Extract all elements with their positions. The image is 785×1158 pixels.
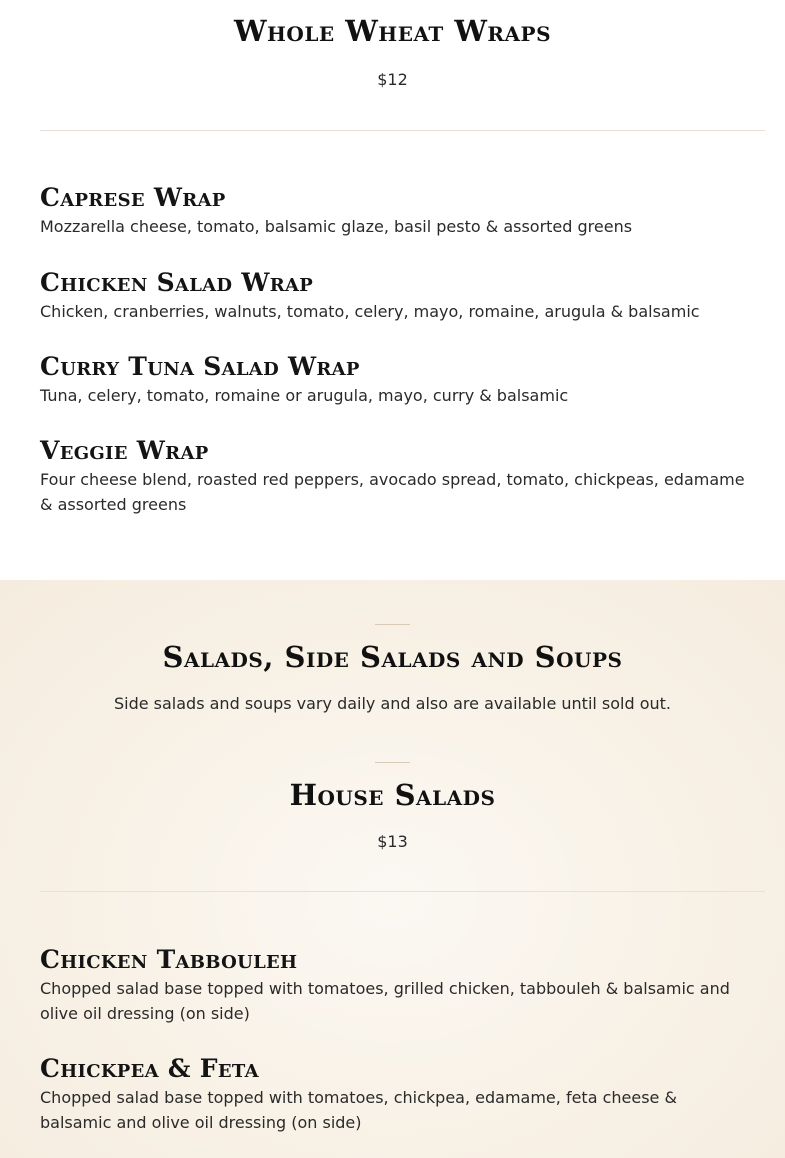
accent-divider [375, 762, 410, 763]
menu-item-curry-tuna-salad-wrap [40, 353, 745, 408]
menu-item-name: Caprese Wrap [40, 183, 226, 212]
menu-item-description: Tuna, celery, tomato, romaine or arugula, mayo, curry & balsamic [40, 386, 569, 405]
menu-item-chickpea-feta [40, 1055, 745, 1135]
wraps-title: Whole Wheat Wraps [233, 14, 552, 48]
menu-item-description: Chopped salad base topped with tomatoes, chickpea, edamame, feta cheese & balsamic and olive oil dressing (on side) [40, 1088, 677, 1132]
menu-item-name: Veggie Wrap [40, 436, 209, 465]
menu-item-chicken-salad-wrap [40, 269, 745, 324]
accent-divider [375, 624, 410, 625]
menu-item-description: Four cheese blend, roasted red peppers, avocado spread, tomato, chickpeas, edamame & assorted greens [40, 470, 745, 514]
menu-item-description: Chopped salad base topped with tomatoes, grilled chicken, tabbouleh & balsamic and olive oil dressing (on side) [40, 979, 730, 1023]
menu-item-name: Curry Tuna Salad Wrap [40, 352, 360, 381]
menu-item-name: Chicken Salad Wrap [40, 268, 314, 297]
menu-item-chicken-tabbouleh [40, 946, 745, 1026]
menu-item-description: Mozzarella cheese, tomato, balsamic glaze, basil pesto & assorted greens [40, 217, 633, 236]
menu-item-veggie-wrap [40, 437, 745, 517]
salads-section-title: Salads, Side Salads and Soups [162, 640, 623, 674]
section-divider [40, 891, 765, 892]
section-divider [40, 130, 765, 131]
house-salads-price: $13 [377, 832, 408, 851]
menu-item-name: Chicken Tabbouleh [40, 945, 298, 974]
house-salads-title: House Salads [289, 778, 496, 812]
menu-item-description: Chicken, cranberries, walnuts, tomato, celery, mayo, romaine, arugula & balsamic [40, 302, 700, 321]
salads-section [0, 580, 785, 1158]
salads-section-note: Side salads and soups vary daily and also are available until sold out. [113, 694, 672, 713]
menu-item-caprese-wrap [40, 184, 745, 239]
menu-item-name: Chickpea & Feta [40, 1054, 259, 1083]
wraps-price: $12 [377, 70, 408, 89]
